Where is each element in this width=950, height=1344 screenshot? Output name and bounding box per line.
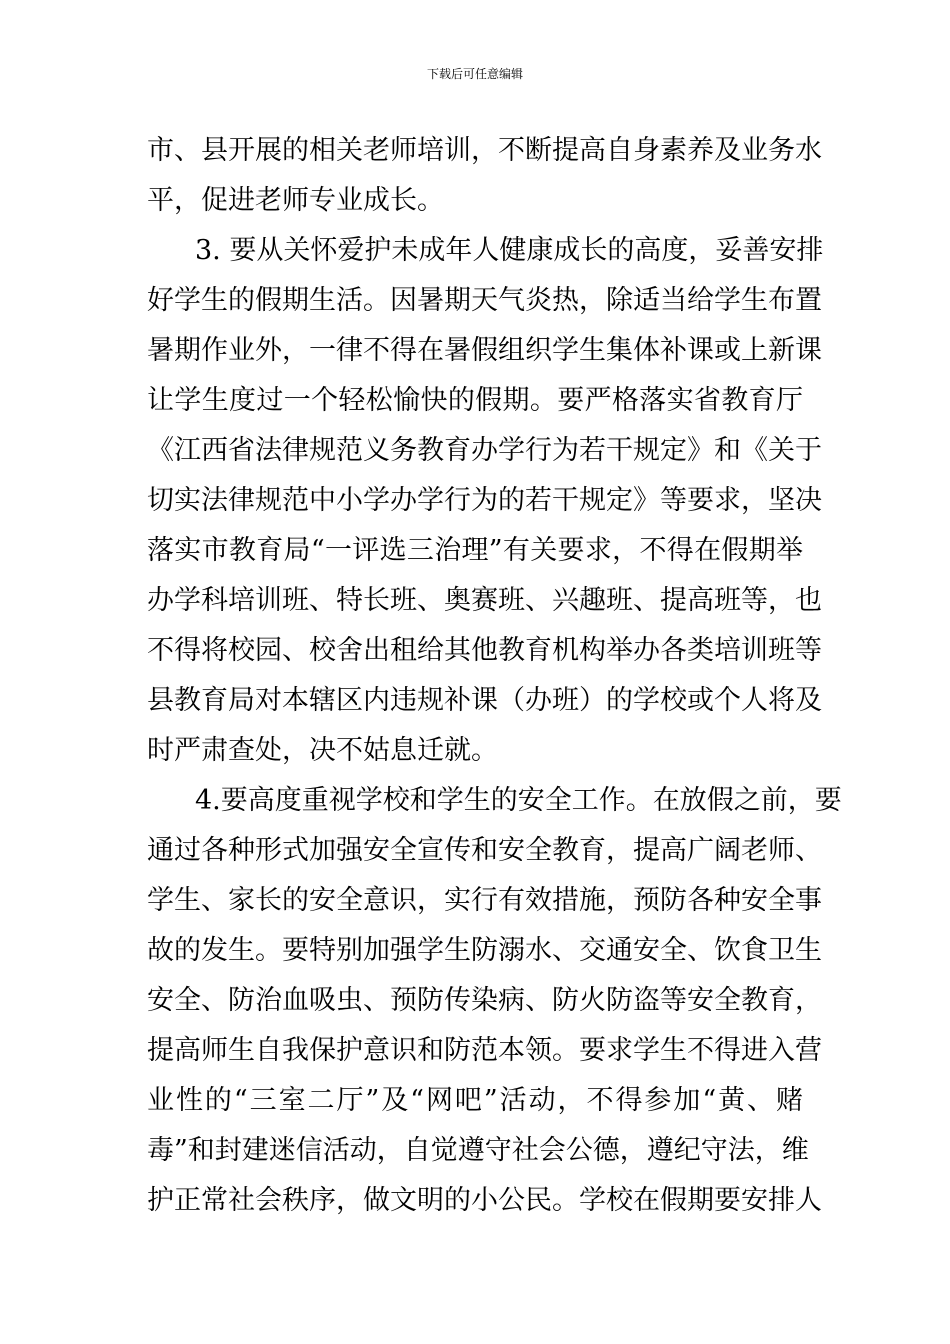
text-line bbox=[0, 826, 950, 876]
text-line bbox=[0, 476, 950, 526]
text-line-content: 护正常社会秩序，做文明的小公民。学校在假期要安排人 bbox=[147, 1185, 822, 1216]
text-line-content: 4.要高度重视学校和学生的安全工作。在放假之前，要 bbox=[195, 785, 842, 816]
text-line bbox=[0, 926, 950, 976]
text-line bbox=[0, 1176, 950, 1226]
text-line bbox=[0, 1026, 950, 1076]
text-line bbox=[0, 326, 950, 376]
text-line bbox=[0, 526, 950, 576]
text-line bbox=[0, 226, 950, 276]
text-line-content: 业性的“三室二厅”及“网吧”活动，不得参加“黄、赌 bbox=[147, 1085, 803, 1116]
text-line bbox=[0, 426, 950, 476]
text-line-content: 故的发生。要特别加强学生防溺水、交通安全、饮食卫生 bbox=[147, 935, 822, 966]
text-line-content: 暑期作业外，一律不得在暑假组织学生集体补课或上新课 bbox=[147, 335, 822, 366]
text-line bbox=[0, 876, 950, 926]
text-line-content: 通过各种形式加强安全宣传和安全教育，提高广阔老师、 bbox=[147, 835, 822, 866]
text-line-content: 办学科培训班、特长班、奥赛班、兴趣班、提高班等，也 bbox=[147, 585, 822, 616]
text-line bbox=[0, 576, 950, 626]
text-line-content: 毒”和封建迷信活动，自觉遵守社会公德，遵纪守法，维 bbox=[147, 1135, 809, 1166]
text-line-content: 落实市教育局“一评选三治理”有关要求，不得在假期举 bbox=[147, 535, 803, 566]
text-line-content: 提高师生自我保护意识和防范本领。要求学生不得进入营 bbox=[147, 1035, 822, 1066]
text-line-content: 不得将校园、校舍出租给其他教育机构举办各类培训班等 bbox=[147, 635, 822, 666]
text-line-content: 切实法律规范中小学办学行为的若干规定》等要求，坚决 bbox=[147, 485, 822, 516]
text-line bbox=[0, 676, 950, 726]
text-line bbox=[0, 176, 950, 226]
text-line-content: 3. 要从关怀爱护未成年人健康成长的高度，妥善安排 bbox=[195, 235, 824, 266]
text-line bbox=[0, 276, 950, 326]
text-line-content: 让学生度过一个轻松愉快的假期。要严格落实省教育厅 bbox=[147, 385, 803, 416]
text-line bbox=[0, 1126, 950, 1176]
text-line bbox=[0, 126, 950, 176]
text-line bbox=[0, 776, 950, 826]
text-line bbox=[0, 976, 950, 1026]
text-line bbox=[0, 726, 950, 776]
text-line bbox=[0, 1076, 950, 1126]
text-line bbox=[0, 376, 950, 426]
header-note: 下载后可任意编辑 bbox=[426, 67, 523, 81]
text-line-content: 学生、家长的安全意识，实行有效措施，预防各种安全事 bbox=[147, 885, 822, 916]
text-line bbox=[0, 626, 950, 676]
text-line-content: 安全、防治血吸虫、预防传染病、防火防盗等安全教育， bbox=[147, 985, 822, 1016]
text-line-content: 《江西省法律规范义务教育办学行为若干规定》和《关于 bbox=[147, 435, 822, 466]
text-line-content: 县教育局对本辖区内违规补课（办班）的学校或个人将及 bbox=[147, 685, 822, 716]
text-line-content: 市、县开展的相关老师培训，不断提高自身素养及业务水 bbox=[147, 135, 822, 166]
text-line-content: 平，促进老师专业成长。 bbox=[147, 185, 444, 216]
text-line-content: 时严肃查处，决不姑息迁就。 bbox=[147, 735, 498, 766]
text-line-content: 好学生的假期生活。因暑期天气炎热，除适当给学生布置 bbox=[147, 285, 822, 316]
